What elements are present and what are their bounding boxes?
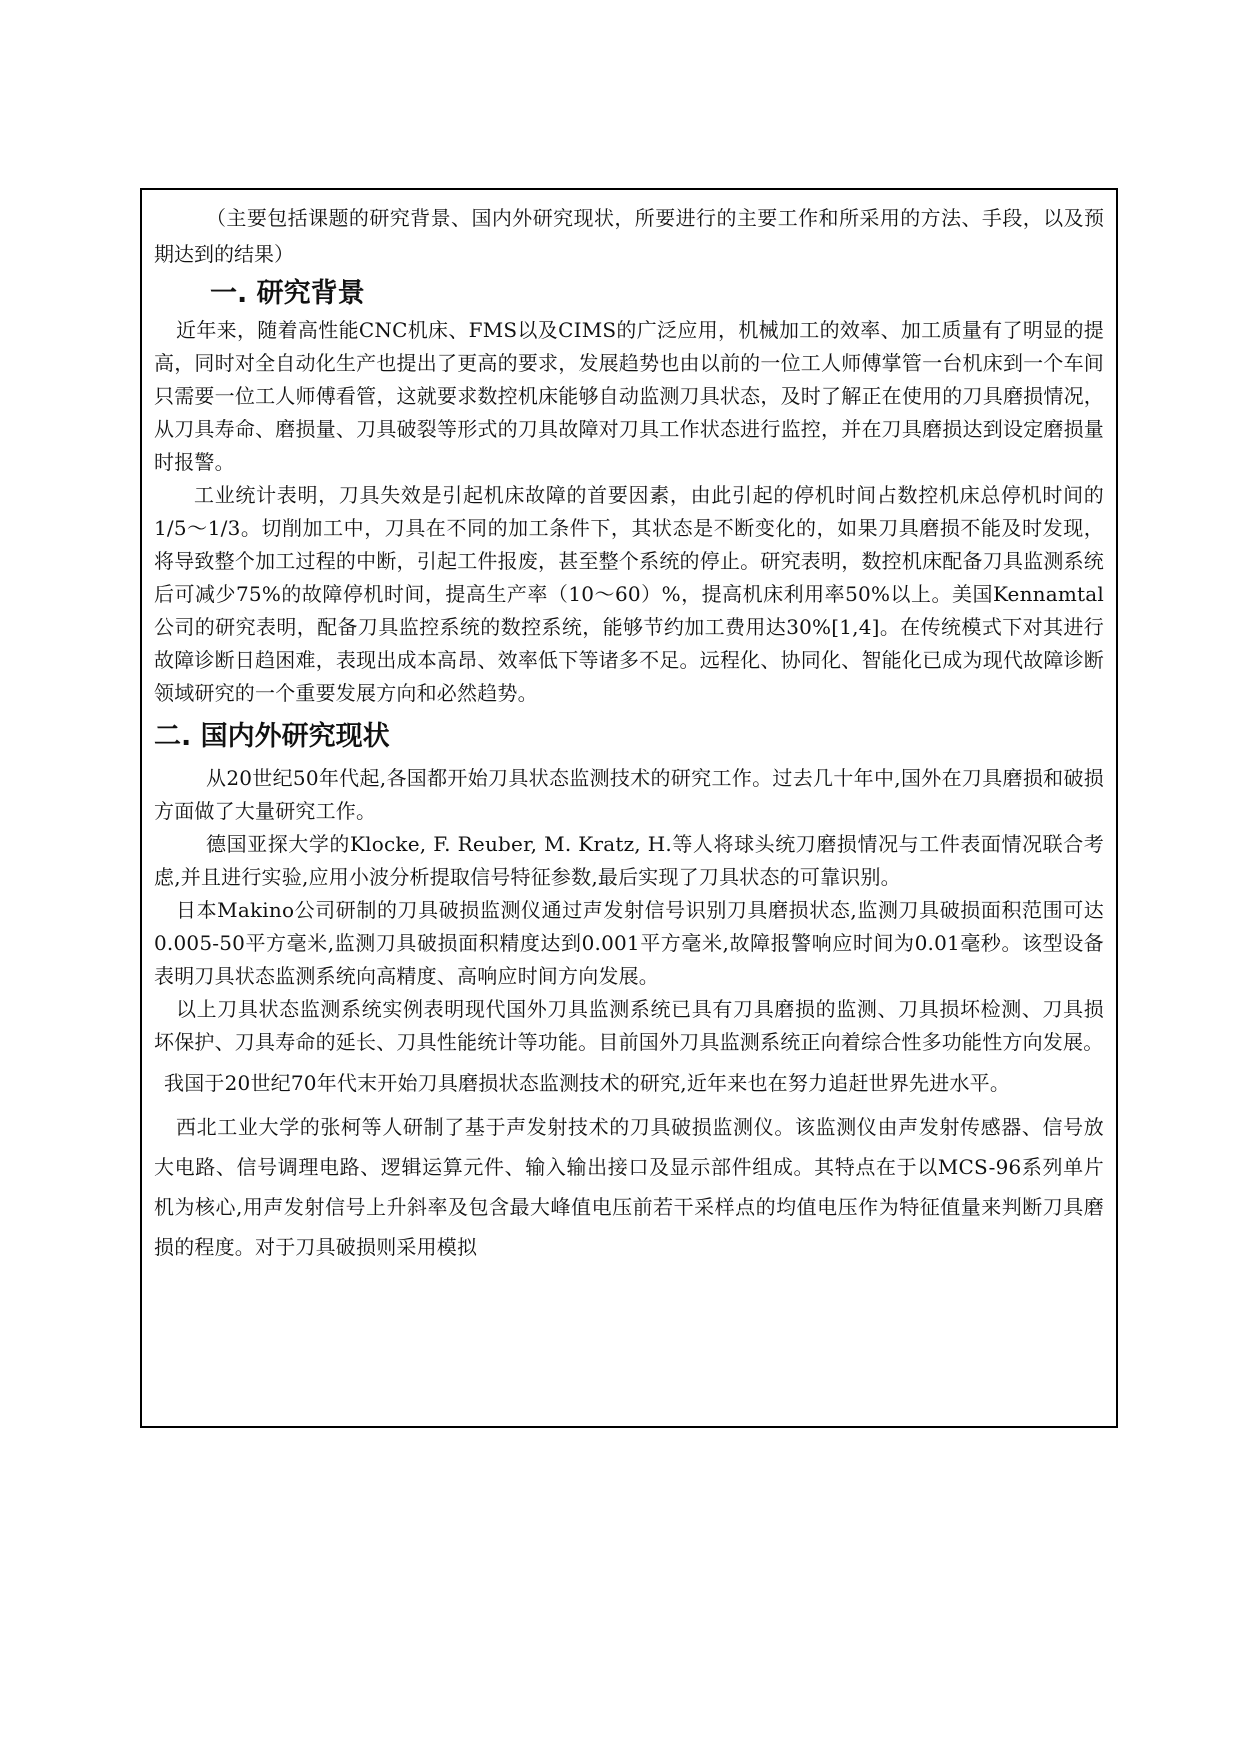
content-frame: [140, 188, 1118, 1428]
section-2-paragraph-3: 日本Makino公司研制的刀具破损监测仪通过声发射信号识别刀具磨损状态,监测刀具破损面积范围可达0.005-50平方毫米,监测刀具破损面积精度达到0.001平方毫米,故障报警响应时间为0.01毫秒。该型设备表明刀具状态监测系统向高精度、高响应时间方向发展。: [154, 898, 1104, 988]
section-2-paragraph-6: 西北工业大学的张柯等人研制了基于声发射技术的刀具破损监测仪。该监测仪由声发射传感器、信号放大电路、信号调理电路、逻辑运算元件、输入输出接口及显示部件组成。其特点在于以MCS-96系列单片机为核心,用声发射信号上升斜率及包含最大峰值电压前若干采样点的均值电压作为特征值量来判断刀具磨损的程度。对于刀具破损则采用模拟: [154, 1115, 1104, 1259]
section-1-heading: 一. 研究背景: [210, 278, 365, 309]
intro-note: （主要包括课题的研究背景、国内外研究现状，所要进行的主要工作和所采用的方法、手段，以及预期达到的结果）: [154, 206, 1104, 266]
section-2-paragraph-4: 以上刀具状态监测系统实例表明现代国外刀具监测系统已具有刀具磨损的监测、刀具损坏检测、刀具损坏保护、刀具寿命的延长、刀具性能统计等功能。目前国外刀具监测系统正向着综合性多功能性方向发展。: [154, 997, 1104, 1054]
section-1-paragraph-1: 近年来，随着高性能CNC机床、FMS以及CIMS的广泛应用，机械加工的效率、加工质量有了明显的提高，同时对全自动化生产也提出了更高的要求，发展趋势也由以前的一位工人师傅掌管一台机床到一个车间只需要一位工人师傅看管，这就要求数控机床能够自动监测刀具状态，及时了解正在使用的刀具磨损情况，从刀具寿命、磨损量、刀具破裂等形式的刀具故障对刀具工作状态进行监控，并在刀具磨损达到设定磨损量时报警。: [154, 318, 1104, 474]
section-1-paragraph-2: 工业统计表明，刀具失效是引起机床故障的首要因素，由此引起的停机时间占数控机床总停机时间的1/5～1/3。切削加工中，刀具在不同的加工条件下，其状态是不断变化的，如果刀具磨损不能及时发现，将导致整个加工过程的中断，引起工件报废，甚至整个系统的停止。研究表明，数控机床配备刀具监测系统后可减少75%的故障停机时间，提高生产率（10～60）%，提高机床利用率50%以上。美国Kennamtal公司的研究表明，配备刀具监控系统的数控系统，能够节约加工费用达30%[1,4]。在传统模式下对其进行故障诊断日趋困难，表现出成本高昂、效率低下等诸多不足。远程化、协同化、智能化已成为现代故障诊断领域研究的一个重要发展方向和必然趋势。: [154, 483, 1104, 705]
section-2-paragraph-1: 从20世纪50年代起,各国都开始刀具状态监测技术的研究工作。过去几十年中,国外在刀具磨损和破损方面做了大量研究工作。: [154, 766, 1104, 823]
section-2-heading: 二. 国内外研究现状: [154, 721, 390, 752]
section-2-paragraph-5: 我国于20世纪70年代末开始刀具磨损状态监测技术的研究,近年来也在努力追赶世界先进水平。: [164, 1071, 1011, 1095]
section-2-paragraph-2: 德国亚探大学的Klocke, F. Reuber, M. Kratz, H.等人将球头统刀磨损情况与工件表面情况联合考虑,并且进行实验,应用小波分析提取信号特征参数,最后实现了刀具状态的可靠识别。: [154, 832, 1104, 889]
